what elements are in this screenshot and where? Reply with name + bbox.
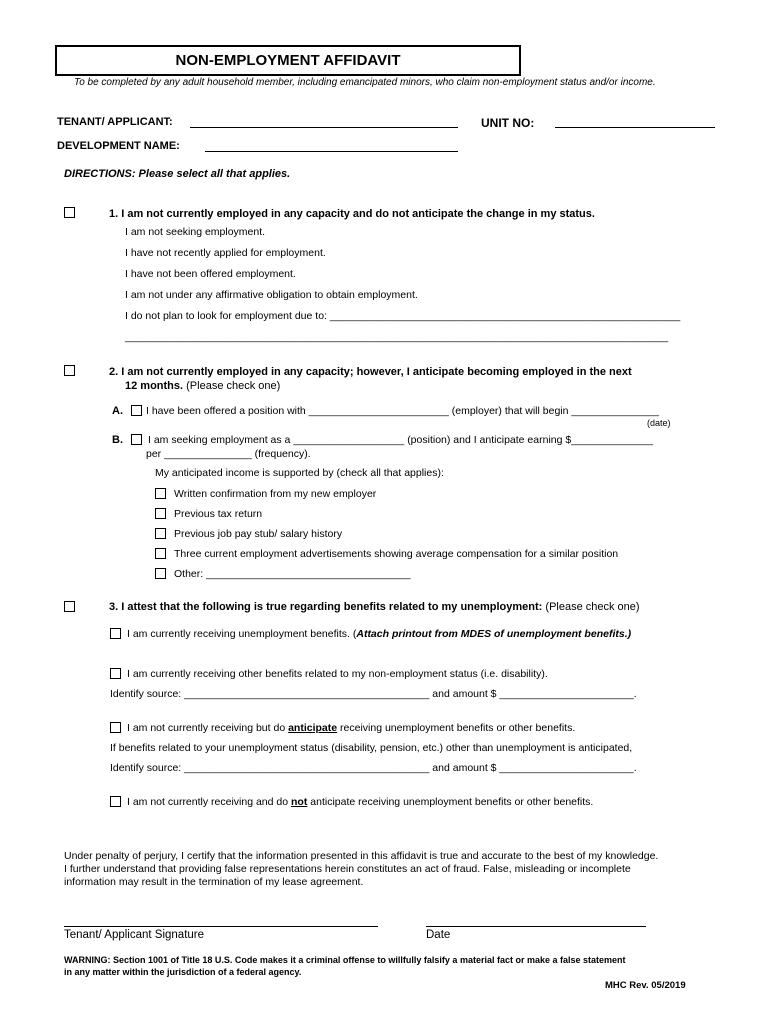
support-checkbox[interactable] — [155, 548, 166, 559]
benefit-option-text-end: receiving unemployment benefits or other benefits. — [337, 722, 576, 734]
directions: DIRECTIONS: Please select all that applies. — [64, 168, 291, 180]
unit-input-line[interactable] — [555, 127, 715, 128]
certification-text: information may result in the termination of my lease agreement. — [64, 876, 364, 888]
section2-checkbox[interactable] — [64, 365, 75, 376]
page-title: NON-EMPLOYMENT AFFIDAVIT — [175, 52, 401, 69]
anticipated-benefits-text: If benefits related to your unemployment status (disability, pension, etc.) other than unemployment is anticipated, — [110, 742, 633, 754]
development-label: DEVELOPMENT NAME: — [57, 140, 180, 152]
section3-heading: 3. I attest that the following is true regarding benefits related to my unemployment: — [109, 601, 543, 613]
option-b-label: B. — [112, 434, 123, 446]
section1-checkbox[interactable] — [64, 207, 75, 218]
section2-heading-months: 12 months. — [125, 380, 184, 392]
support-option-other: Other: ___________________________________ — [174, 568, 411, 580]
tenant-input-line[interactable] — [190, 127, 458, 128]
benefit-option-text: I am not currently receiving and do — [127, 796, 292, 808]
section1-continuation-line: _____________________________________________________________________________________________ — [125, 331, 669, 343]
option-b-checkbox[interactable] — [131, 434, 142, 445]
benefit-option-checkbox[interactable] — [110, 722, 121, 733]
section2-heading-note: (Please check one) — [183, 380, 281, 392]
development-input-line[interactable] — [205, 151, 458, 152]
option-b-text: I am seeking employment as a ___________________ (position) and I anticipate earning $______________ — [148, 434, 653, 446]
section2-heading: 2. I am not currently employed in any capacity; however, I anticipate becoming employed in the next — [109, 366, 632, 378]
support-option: Three current employment advertisements showing average compensation for a similar position — [174, 548, 619, 560]
benefit-option-text-end: anticipate receiving unemployment benefits or other benefits. — [307, 796, 594, 808]
section1-line: I do not plan to look for employment due to: ____________________________________________________________ — [125, 310, 681, 322]
support-checkbox[interactable] — [155, 568, 166, 579]
option-a-checkbox[interactable] — [131, 405, 142, 416]
warning-text: WARNING: Section 1001 of Title 18 U.S. Code makes it a criminal offense to willfully falsify a material fact or make a false statement — [64, 955, 626, 965]
unit-label: UNIT NO: — [481, 116, 535, 130]
section1-line: I am not seeking employment. — [125, 226, 266, 238]
certification-text: I further understand that providing false representations herein constitutes an act of fraud. False, misleading or incomplete — [64, 863, 631, 875]
support-option: Written confirmation from my new employer — [174, 488, 377, 500]
benefit-option-emphasis: not — [291, 796, 308, 808]
benefit-option-checkbox[interactable] — [110, 628, 121, 639]
section3-checkbox[interactable] — [64, 601, 75, 612]
option-a-label: A. — [112, 405, 123, 417]
support-option: Previous job pay stub/ salary history — [174, 528, 343, 540]
option-b-frequency: per _______________ (frequency). — [146, 448, 311, 460]
certification-text: Under penalty of perjury, I certify that the information presented in this affidavit is true and accurate to the best of my knowledge. — [64, 850, 659, 862]
tenant-label: TENANT/ APPLICANT: — [57, 116, 173, 128]
date-label: Date — [426, 929, 451, 941]
benefit-option-text: I am not currently receiving but do — [127, 722, 289, 734]
option-a-date-caption: (date) — [647, 418, 671, 428]
benefit-option-attach-note: Attach printout from MDES of unemployment benefits.) — [356, 628, 632, 640]
option-a-text: I have been offered a position with ________________________ (employer) that will begin _______________ — [146, 405, 659, 417]
section1-line: I have not been offered employment. — [125, 268, 296, 280]
section1-line: I have not recently applied for employment. — [125, 247, 326, 259]
support-checkbox[interactable] — [155, 528, 166, 539]
benefit-option-checkbox[interactable] — [110, 796, 121, 807]
signature-label: Tenant/ Applicant Signature — [64, 929, 205, 941]
support-checkbox[interactable] — [155, 508, 166, 519]
section1-heading: 1. I am not currently employed in any capacity and do not anticipate the change in my status. — [109, 208, 595, 220]
identify-source-line: Identify source: __________________________________________ and amount $ _______________________. — [110, 688, 637, 700]
subtitle: To be completed by any adult household member, including emancipated minors, who claim non-employment status and/or income. — [74, 77, 656, 88]
support-option: Previous tax return — [174, 508, 263, 520]
warning-text: in any matter within the jurisdiction of a federal agency. — [64, 967, 302, 977]
revision-label: MHC Rev. 05/2019 — [605, 980, 686, 991]
identify-source-line: Identify source: __________________________________________ and amount $ _______________________. — [110, 762, 637, 774]
date-line[interactable] — [426, 926, 646, 927]
section3-heading-note: (Please check one) — [542, 601, 640, 613]
section1-line: I am not under any affirmative obligation to obtain employment. — [125, 289, 418, 301]
benefit-option-text: I am currently receiving other benefits related to my non-employment status (i.e. disability). — [127, 668, 548, 680]
signature-line[interactable] — [64, 926, 378, 927]
benefit-option-checkbox[interactable] — [110, 668, 121, 679]
support-checkbox[interactable] — [155, 488, 166, 499]
title-box — [55, 45, 521, 76]
supported-by-text: My anticipated income is supported by (check all that applies): — [155, 467, 444, 479]
benefit-option-emphasis: anticipate — [288, 722, 338, 734]
benefit-option-text: I am currently receiving unemployment benefits. ( — [127, 628, 357, 640]
